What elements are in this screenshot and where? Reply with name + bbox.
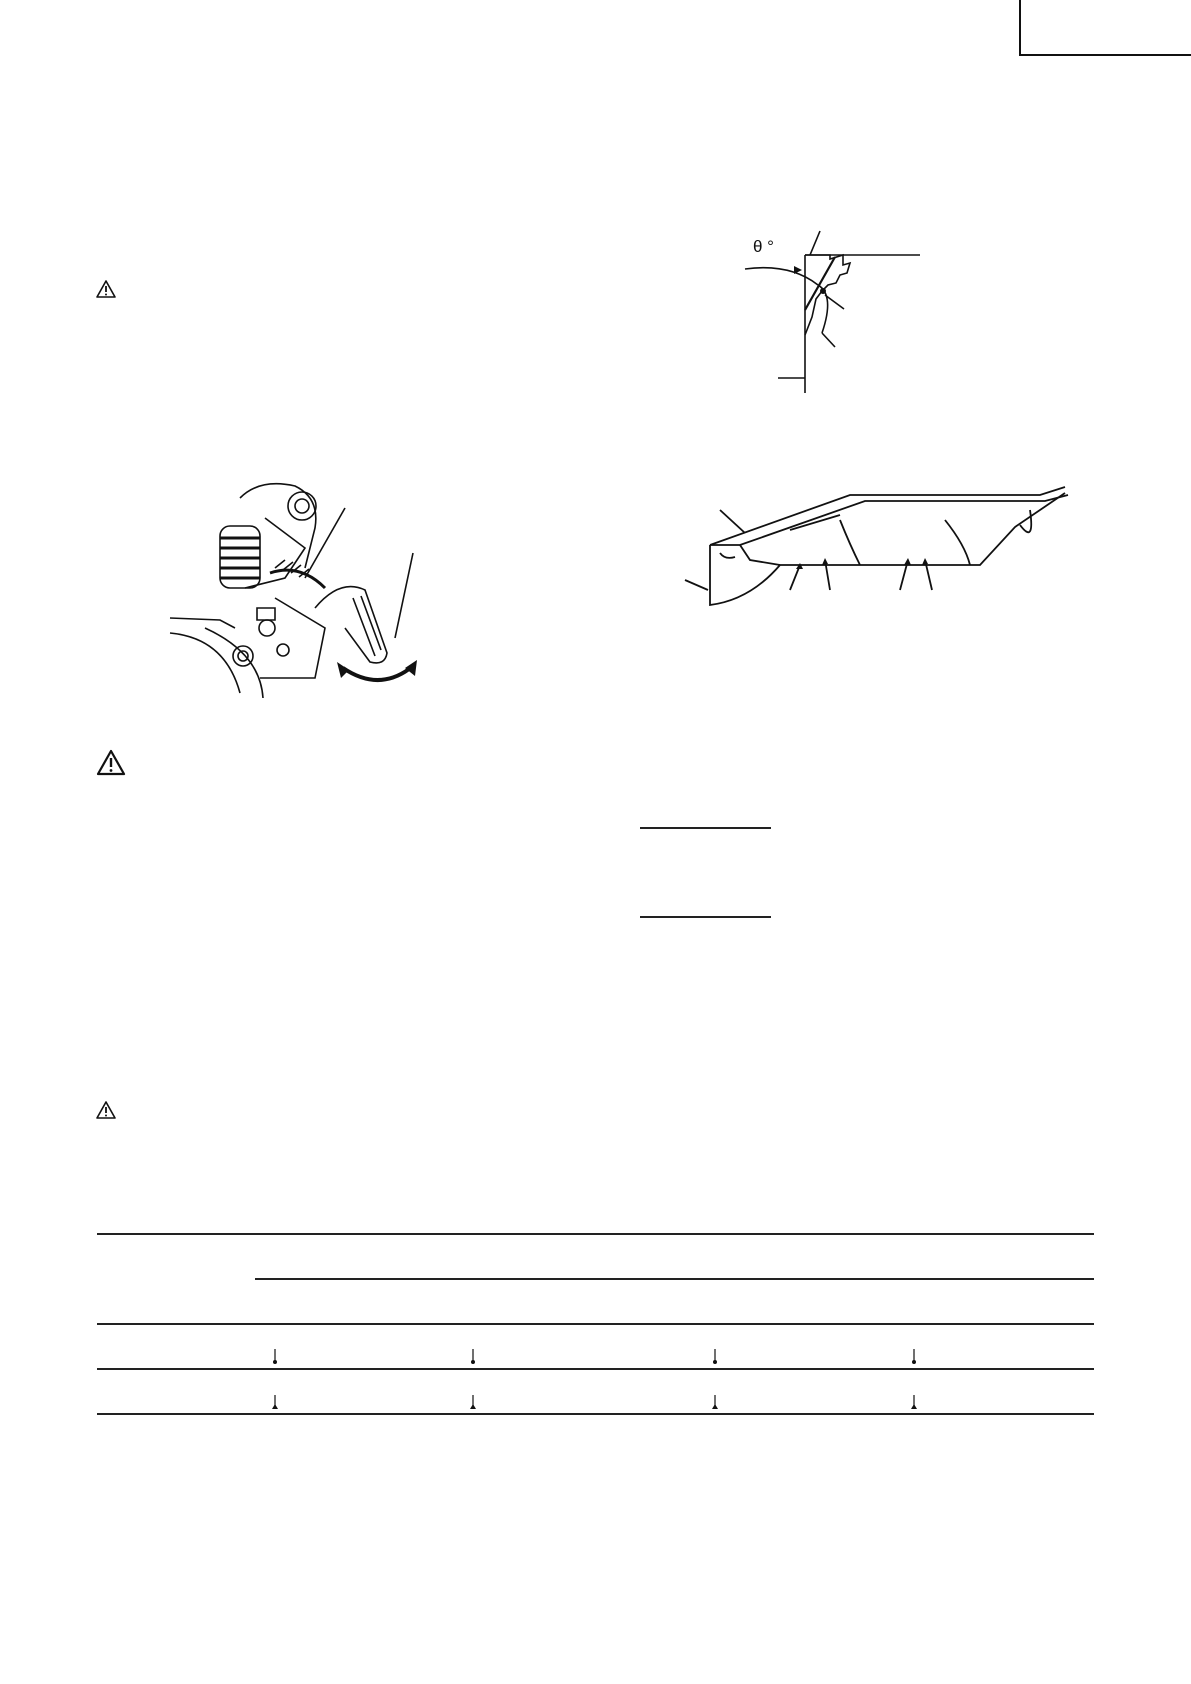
table-rule-header-sub [255, 1278, 1094, 1280]
page-corner-tab [1019, 0, 1191, 56]
table-rule-top [97, 1233, 1094, 1235]
warning-triangle-icon [95, 1100, 117, 1120]
table-row-marker [910, 1395, 918, 1411]
table-row-marker [711, 1395, 719, 1411]
table-rule-header [97, 1323, 1094, 1325]
table-row-marker [469, 1349, 477, 1365]
table-row-marker [469, 1395, 477, 1411]
table-row-marker [711, 1349, 719, 1365]
table-row-marker [271, 1349, 279, 1365]
angle-theta-label: θ ° [753, 237, 774, 256]
warning-triangle-icon [95, 279, 117, 299]
blank-line [640, 827, 771, 829]
table-row-marker [910, 1349, 918, 1365]
crown-molding-angle-diagram [740, 225, 930, 395]
table-rule-row [97, 1368, 1094, 1370]
table-row-marker [271, 1395, 279, 1411]
crown-molding-workpiece [680, 465, 1080, 615]
blank-line [640, 916, 771, 918]
warning-triangle-icon [96, 749, 126, 776]
miter-saw-bevel-lock-lever [165, 478, 455, 700]
table-rule-bottom [97, 1413, 1094, 1415]
